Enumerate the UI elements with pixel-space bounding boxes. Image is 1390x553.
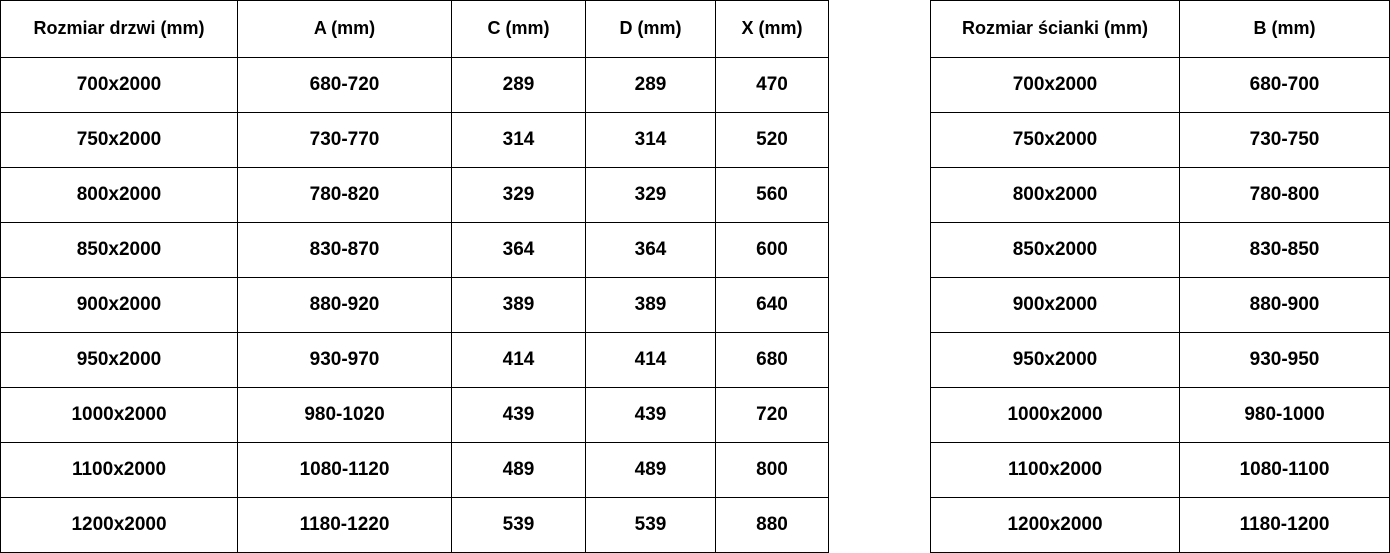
cell-wall-size: 700x2000 xyxy=(931,58,1180,113)
cell-b: 1180-1200 xyxy=(1180,498,1390,553)
cell-wall-size: 1200x2000 xyxy=(931,498,1180,553)
cell-c: 289 xyxy=(452,58,586,113)
cell-a: 930-970 xyxy=(238,333,452,388)
cell-d: 314 xyxy=(586,113,716,168)
table-row xyxy=(931,168,1390,223)
cell-d: 539 xyxy=(586,498,716,553)
cell-x: 880 xyxy=(716,498,829,553)
cell-wall-size: 850x2000 xyxy=(931,223,1180,278)
cell-a: 1180-1220 xyxy=(238,498,452,553)
cell-b: 880-900 xyxy=(1180,278,1390,333)
table-row xyxy=(1,333,829,388)
column-header-d: D (mm) xyxy=(586,1,716,58)
table-row xyxy=(1,278,829,333)
table-row xyxy=(931,223,1390,278)
table-row xyxy=(1,113,829,168)
cell-wall-size: 1100x2000 xyxy=(931,443,1180,498)
cell-d: 489 xyxy=(586,443,716,498)
cell-d: 329 xyxy=(586,168,716,223)
cell-a: 980-1020 xyxy=(238,388,452,443)
table-row xyxy=(1,168,829,223)
cell-a: 880-920 xyxy=(238,278,452,333)
cell-b: 980-1000 xyxy=(1180,388,1390,443)
column-header-c: C (mm) xyxy=(452,1,586,58)
cell-b: 1080-1100 xyxy=(1180,443,1390,498)
cell-wall-size: 950x2000 xyxy=(931,333,1180,388)
cell-x: 470 xyxy=(716,58,829,113)
cell-c: 314 xyxy=(452,113,586,168)
cell-c: 439 xyxy=(452,388,586,443)
cell-a: 680-720 xyxy=(238,58,452,113)
cell-c: 489 xyxy=(452,443,586,498)
table-row xyxy=(931,333,1390,388)
cell-x: 800 xyxy=(716,443,829,498)
cell-door-size: 950x2000 xyxy=(1,333,238,388)
column-header-wall-size: Rozmiar ścianki (mm) xyxy=(931,1,1180,58)
table-row xyxy=(931,113,1390,168)
cell-x: 640 xyxy=(716,278,829,333)
cell-b: 730-750 xyxy=(1180,113,1390,168)
cell-d: 289 xyxy=(586,58,716,113)
cell-door-size: 850x2000 xyxy=(1,223,238,278)
cell-d: 364 xyxy=(586,223,716,278)
cell-b: 930-950 xyxy=(1180,333,1390,388)
cell-b: 680-700 xyxy=(1180,58,1390,113)
table-row xyxy=(1,443,829,498)
table-row xyxy=(931,278,1390,333)
cell-d: 414 xyxy=(586,333,716,388)
cell-a: 1080-1120 xyxy=(238,443,452,498)
cell-door-size: 900x2000 xyxy=(1,278,238,333)
table-row xyxy=(1,388,829,443)
column-header-b: B (mm) xyxy=(1180,1,1390,58)
cell-a: 780-820 xyxy=(238,168,452,223)
table-header-row xyxy=(1,1,829,58)
wall-size-table xyxy=(930,0,1390,553)
cell-door-size: 750x2000 xyxy=(1,113,238,168)
table-row xyxy=(931,58,1390,113)
cell-x: 680 xyxy=(716,333,829,388)
cell-door-size: 1000x2000 xyxy=(1,388,238,443)
table-row xyxy=(1,223,829,278)
cell-b: 830-850 xyxy=(1180,223,1390,278)
cell-c: 389 xyxy=(452,278,586,333)
cell-a: 730-770 xyxy=(238,113,452,168)
table-header-row xyxy=(931,1,1390,58)
cell-a: 830-870 xyxy=(238,223,452,278)
table-row xyxy=(1,498,829,553)
cell-wall-size: 900x2000 xyxy=(931,278,1180,333)
cell-wall-size: 800x2000 xyxy=(931,168,1180,223)
column-header-door-size: Rozmiar drzwi (mm) xyxy=(1,1,238,58)
cell-x: 560 xyxy=(716,168,829,223)
cell-c: 329 xyxy=(452,168,586,223)
cell-b: 780-800 xyxy=(1180,168,1390,223)
cell-x: 720 xyxy=(716,388,829,443)
table-row xyxy=(931,443,1390,498)
table-row xyxy=(931,498,1390,553)
cell-wall-size: 750x2000 xyxy=(931,113,1180,168)
doors-table-body xyxy=(1,58,829,553)
column-header-a: A (mm) xyxy=(238,1,452,58)
cell-c: 539 xyxy=(452,498,586,553)
cell-c: 414 xyxy=(452,333,586,388)
column-header-x: X (mm) xyxy=(716,1,829,58)
wall-table-body xyxy=(931,58,1390,553)
cell-d: 389 xyxy=(586,278,716,333)
cell-door-size: 800x2000 xyxy=(1,168,238,223)
cell-wall-size: 1000x2000 xyxy=(931,388,1180,443)
cell-door-size: 1100x2000 xyxy=(1,443,238,498)
table-row xyxy=(1,58,829,113)
table-spacer xyxy=(829,0,930,1)
cell-door-size: 700x2000 xyxy=(1,58,238,113)
cell-door-size: 1200x2000 xyxy=(1,498,238,553)
cell-c: 364 xyxy=(452,223,586,278)
table-row xyxy=(931,388,1390,443)
cell-d: 439 xyxy=(586,388,716,443)
cell-x: 600 xyxy=(716,223,829,278)
cell-x: 520 xyxy=(716,113,829,168)
